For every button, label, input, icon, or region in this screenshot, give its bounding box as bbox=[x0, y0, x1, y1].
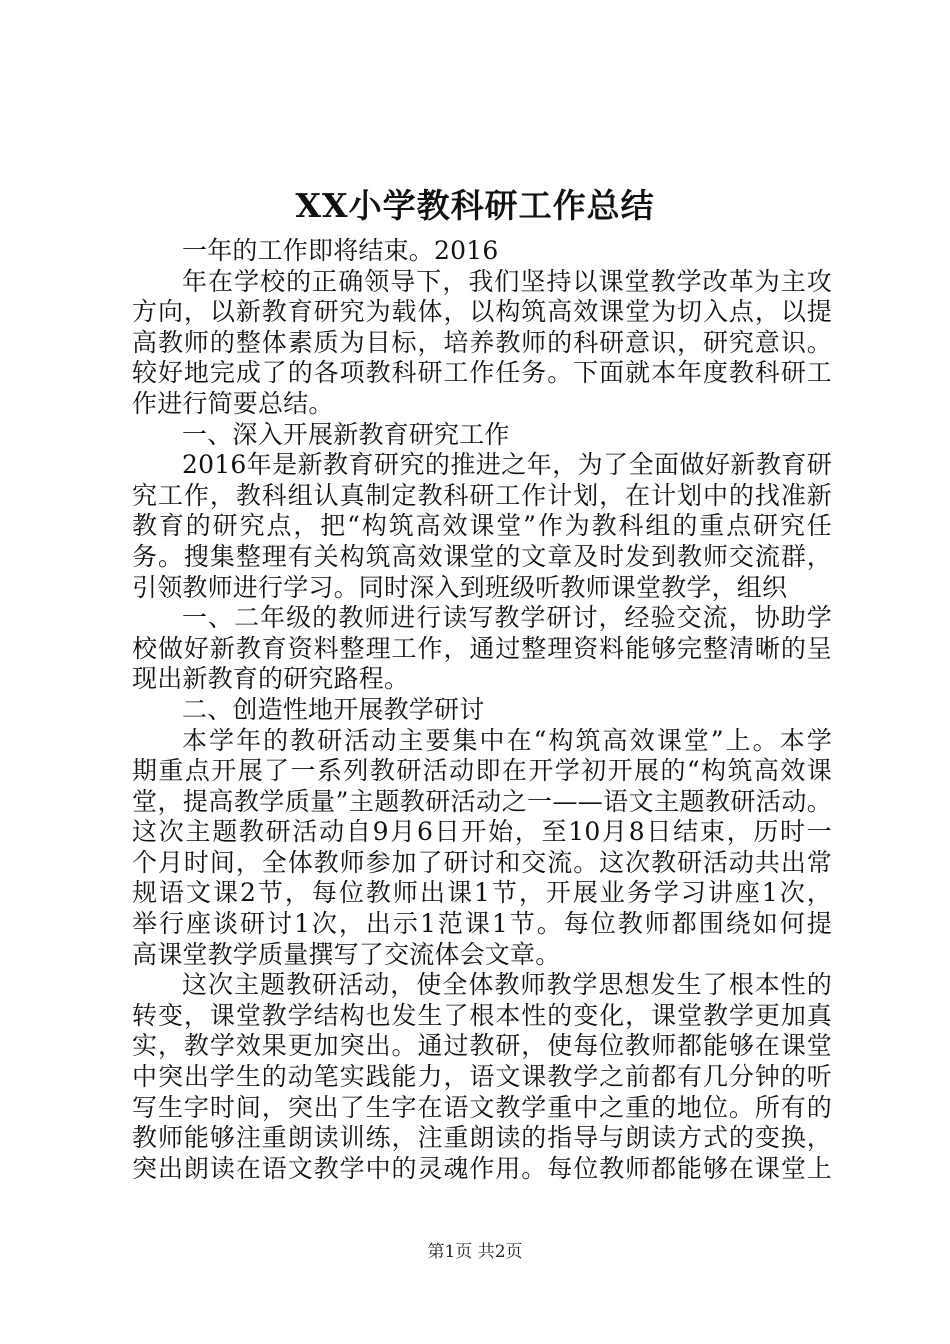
section-heading: 二、创造性地开展教学研讨 bbox=[182, 694, 485, 724]
text-line: 突出朗读在语文教学中的灵魂作用。每位教师都能够在课堂上 bbox=[132, 1153, 832, 1183]
text-line: 堂，提高教学质量”主题教研活动之一——语文主题教研活动。 bbox=[132, 786, 832, 816]
text-line: 写生字时间，突出了生字在语文教学重中之重的地位。所有的 bbox=[132, 1092, 832, 1122]
text-line: 2016年是新教育研究的推进之年，为了全面做好新教育研 bbox=[182, 450, 832, 480]
text-line: 这次主题教研活动自9月6日开始，至10月8日结束，历时一 bbox=[132, 817, 832, 847]
document-body bbox=[132, 236, 832, 1184]
text-line: 校做好新教育资料整理工作，通过整理资料能够完整清晰的呈 bbox=[132, 633, 832, 663]
text-line: 一年的工作即将结束。2016 bbox=[182, 236, 499, 265]
text-line: 引领教师进行学习。同时深入到班级听教师课堂教学，组织 bbox=[132, 572, 788, 602]
text-line: 教育的研究点，把“构筑高效课堂”作为教科组的重点研究任 bbox=[132, 511, 832, 541]
text-line: 举行座谈研讨1次，出示1范课1节。每位教师都围绕如何提 bbox=[132, 909, 832, 939]
document-title: XX小学教科研工作总结 bbox=[295, 186, 655, 225]
text-line: 转变，课堂教学结构也发生了根本性的变化，课堂教学更加真 bbox=[132, 1000, 832, 1030]
text-line: 高课堂教学质量撰写了交流体会文章。 bbox=[132, 939, 561, 969]
text-line: 中突出学生的动笔实践能力，语文课教学之前都有几分钟的听 bbox=[132, 1062, 832, 1092]
text-line: 个月时间，全体教师参加了研讨和交流。这次教研活动共出常 bbox=[132, 847, 832, 877]
text-line: 教师能够注重朗读训练，注重朗读的指导与朗读方式的变换， bbox=[132, 1123, 832, 1153]
text-line: 一、二年级的教师进行读写教学研讨，经验交流，协助学 bbox=[182, 603, 832, 633]
text-line: 作进行简要总结。 bbox=[132, 388, 334, 418]
text-line: 期重点开展了一系列教研活动即在开学初开展的“构筑高效课 bbox=[132, 756, 832, 786]
text-line: 本学年的教研活动主要集中在“构筑高效课堂”上。本学 bbox=[182, 725, 832, 755]
text-line: 究工作，教科组认真制定教科研工作计划，在计划中的找准新 bbox=[132, 480, 832, 510]
text-line: 高教师的整体素质为目标，培养教师的科研意识，研究意识。 bbox=[132, 327, 832, 357]
text-line: 现出新教育的研究路程。 bbox=[132, 664, 410, 694]
section-heading: 一、深入开展新教育研究工作 bbox=[182, 419, 510, 449]
text-line: 规语文课2节，每位教师出课1节，开展业务学习讲座1次， bbox=[132, 878, 832, 908]
text-line: 务。搜集整理有关构筑高效课堂的文章及时发到教师交流群， bbox=[132, 541, 832, 571]
text-line: 方向，以新教育研究为载体，以构筑高效课堂为切入点，以提 bbox=[132, 297, 832, 327]
text-line: 较好地完成了的各项教科研工作任务。下面就本年度教科研工 bbox=[132, 358, 832, 388]
text-line: 年在学校的正确领导下，我们坚持以课堂教学改革为主攻 bbox=[182, 266, 832, 296]
text-line: 实，教学效果更加突出。通过教研，使每位教师都能够在课堂 bbox=[132, 1031, 832, 1061]
page-footer: 第1页 共2页 bbox=[427, 1242, 523, 1262]
text-line: 这次主题教研活动，使全体教师教学思想发生了根本性的 bbox=[182, 970, 832, 1000]
